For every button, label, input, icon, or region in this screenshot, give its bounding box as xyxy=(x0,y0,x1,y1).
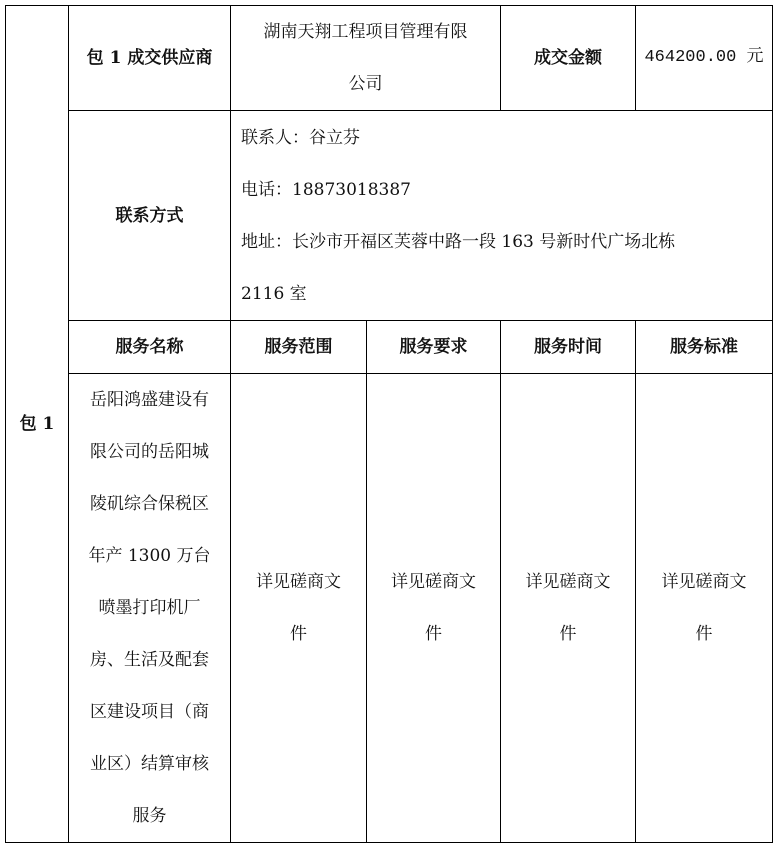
service-time-line: 详见磋商文 xyxy=(525,572,611,592)
amount-label: 成交金额 xyxy=(501,6,636,111)
header-service-scope: 服务范围 xyxy=(231,321,367,374)
service-requirement-line: 件 xyxy=(425,624,442,644)
service-data-row xyxy=(6,374,773,843)
service-header-row xyxy=(6,321,773,374)
contact-address: 地址：长沙市开福区芙蓉中路一段 163 号新时代广场北栋 xyxy=(241,231,676,252)
amount-value: 464200.00 元 xyxy=(636,6,773,111)
package-label: 包 1 xyxy=(6,6,69,843)
service-name-line: 限公司的岳阳城 xyxy=(90,442,209,462)
service-name-line: 岳阳鸿盛建设有 xyxy=(90,390,209,410)
service-name-line: 房、生活及配套 xyxy=(90,650,209,670)
service-scope-cell xyxy=(231,374,367,843)
header-service-time: 服务时间 xyxy=(501,321,636,374)
header-service-name: 服务名称 xyxy=(69,321,231,374)
service-name-cell xyxy=(69,374,231,843)
service-standard-line: 详见磋商文 xyxy=(661,572,747,592)
supplier-name-line: 湖南天翔工程项目管理有限 xyxy=(263,22,468,42)
service-name-line: 服务 xyxy=(132,806,167,826)
service-standard-line: 件 xyxy=(695,624,713,644)
service-time-cell xyxy=(501,374,636,843)
supplier-label: 包 1 成交供应商 xyxy=(69,6,231,111)
contact-address-cont: 2116 室 xyxy=(241,283,307,304)
contact-label: 联系方式 xyxy=(69,111,231,321)
contact-person: 联系人：谷立芬 xyxy=(241,127,360,148)
supplier-name-line: 公司 xyxy=(348,74,383,94)
supplier-row xyxy=(6,6,773,111)
service-time-line: 件 xyxy=(559,624,577,644)
contact-row xyxy=(6,111,773,321)
award-result-table xyxy=(5,5,773,843)
service-name-line: 年产 1300 万台 xyxy=(88,546,211,566)
service-standard-cell xyxy=(636,374,773,843)
service-requirement-cell xyxy=(367,374,501,843)
service-name-line: 喷墨打印机厂 xyxy=(98,598,201,618)
contact-phone: 电话：18873018387 xyxy=(241,179,411,200)
service-name-line: 陵矶综合保税区 xyxy=(90,494,209,514)
service-name-line: 区建设项目（商 xyxy=(90,702,209,722)
header-service-requirement: 服务要求 xyxy=(367,321,501,374)
service-scope-line: 详见磋商文 xyxy=(256,572,341,592)
supplier-name xyxy=(231,6,501,111)
header-service-standard: 服务标准 xyxy=(636,321,773,374)
contact-details xyxy=(231,111,773,321)
service-requirement-line: 详见磋商文 xyxy=(391,572,476,592)
service-name-line: 业区）结算审核 xyxy=(90,754,209,774)
service-scope-line: 件 xyxy=(290,624,307,644)
